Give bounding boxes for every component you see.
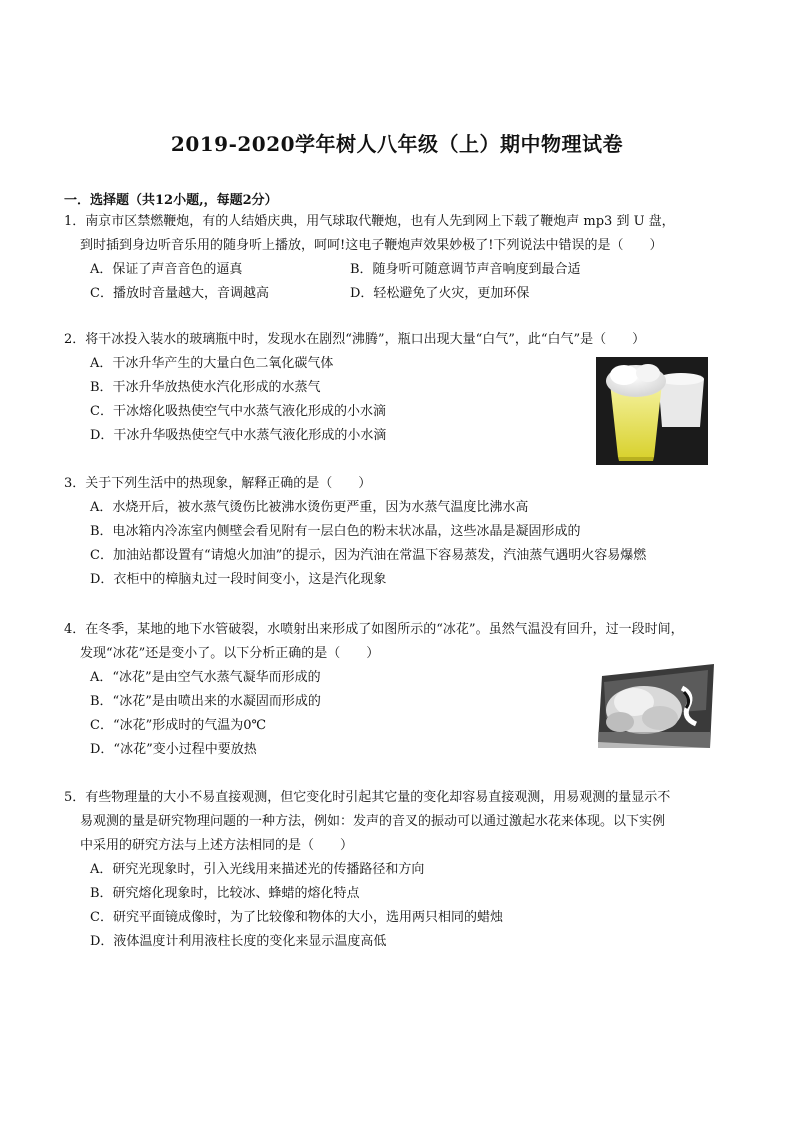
question-stem-line: 2．将干冰投入装水的玻璃瓶中时，发现水在剧烈“沸腾”，瓶口出现大量“白气”，此“白气”是（ ） xyxy=(64,332,646,347)
question-1 xyxy=(64,210,675,306)
dry-ice-glass-photo xyxy=(596,357,708,465)
page-title: 2019-2020学年树人八年级（上）期中物理试卷 xyxy=(170,132,624,156)
ice-flower-photo xyxy=(598,662,716,750)
question-2 xyxy=(64,328,645,448)
option-d: D．“冰花”变小过程中要放热 xyxy=(90,742,257,757)
option-b: B．干冰升华放热使水汽化形成的水蒸气 xyxy=(90,380,321,395)
question-stem-line: 5．有些物理量的大小不易直接观测，但它变化时引起其它量的变化却容易直接观测，用易观测的量显示不 xyxy=(64,790,671,805)
question-stem-line: 发现“冰花”还是变小了。以下分析正确的是（ ） xyxy=(80,646,380,661)
option-b: B．研究熔化现象时，比较冰、蜂蜡的熔化特点 xyxy=(90,886,360,901)
option-d: D．衣柜中的樟脑丸过一段时间变小，这是汽化现象 xyxy=(90,572,387,587)
option-d: D．轻松避免了火灾，更加环保 xyxy=(350,286,530,301)
option-d: D．液体温度计利用液柱长度的变化来显示温度高低 xyxy=(90,934,387,949)
option-c: C．干冰熔化吸热使空气中水蒸气液化形成的小水滴 xyxy=(90,404,386,419)
question-stem-line: 3．关于下列生活中的热现象，解释正确的是（ ） xyxy=(64,476,372,491)
option-a: A．水烧开后，被水蒸气烫伤比被沸水烫伤更严重，因为水蒸气温度比沸水高 xyxy=(90,500,529,515)
option-a: A．“冰花”是由空气水蒸气凝华而形成的 xyxy=(90,670,321,685)
question-stem-line: 到时插到身边听音乐用的随身听上播放，呵呵!这电子鞭炮声效果妙极了!下列说法中错误的是（ ） xyxy=(80,238,663,253)
option-b: B．“冰花”是由喷出来的水凝固而形成的 xyxy=(90,694,321,709)
question-stem-line: 中采用的研究方法与上述方法相同的是（ ） xyxy=(80,838,354,853)
option-c: C．加油站都设置有“请熄火加油”的提示，因为汽油在常温下容易蒸发，汽油蒸气遇明火容易爆燃 xyxy=(90,548,647,563)
option-a: A．干冰升华产生的大量白色二氧化碳气体 xyxy=(90,356,334,371)
section-heading: 一．选择题（共12小题,，每题2分） xyxy=(64,193,278,208)
option-b: B．随身听可随意调节声音响度到最合适 xyxy=(350,262,581,277)
option-a: A．研究光现象时，引入光线用来描述光的传播路径和方向 xyxy=(90,862,425,877)
question-stem-line: 易观测的量是研究物理问题的一种方法，例如：发声的音叉的振动可以通过激起水花来体现。以下实例 xyxy=(80,814,666,829)
question-stem-line: 1．南京市区禁燃鞭炮，有的人结婚庆典，用气球取代鞭炮，也有人先到网上下载了鞭炮声 mp3 到 U 盘， xyxy=(64,214,675,229)
option-c: C．播放时音量越大，音调越高 xyxy=(90,286,269,301)
question-5 xyxy=(64,786,670,954)
question-3 xyxy=(64,472,646,592)
question-4 xyxy=(64,618,684,762)
option-b: B．电冰箱内冷冻室内侧壁会看见附有一层白色的粉末状冰晶，这些冰晶是凝固形成的 xyxy=(90,524,581,539)
option-a: A．保证了声音音色的逼真 xyxy=(90,262,243,277)
option-c: C．研究平面镜成像时，为了比较像和物体的大小，选用两只相同的蜡烛 xyxy=(90,910,503,925)
option-c: C．“冰花”形成时的气温为0℃ xyxy=(90,718,267,733)
question-stem-line: 4．在冬季，某地的地下水管破裂，水喷射出来形成了如图所示的“冰花”。虽然气温没有回升，过一段时间， xyxy=(64,622,684,637)
option-d: D．干冰升华吸热使空气中水蒸气液化形成的小水滴 xyxy=(90,428,387,443)
